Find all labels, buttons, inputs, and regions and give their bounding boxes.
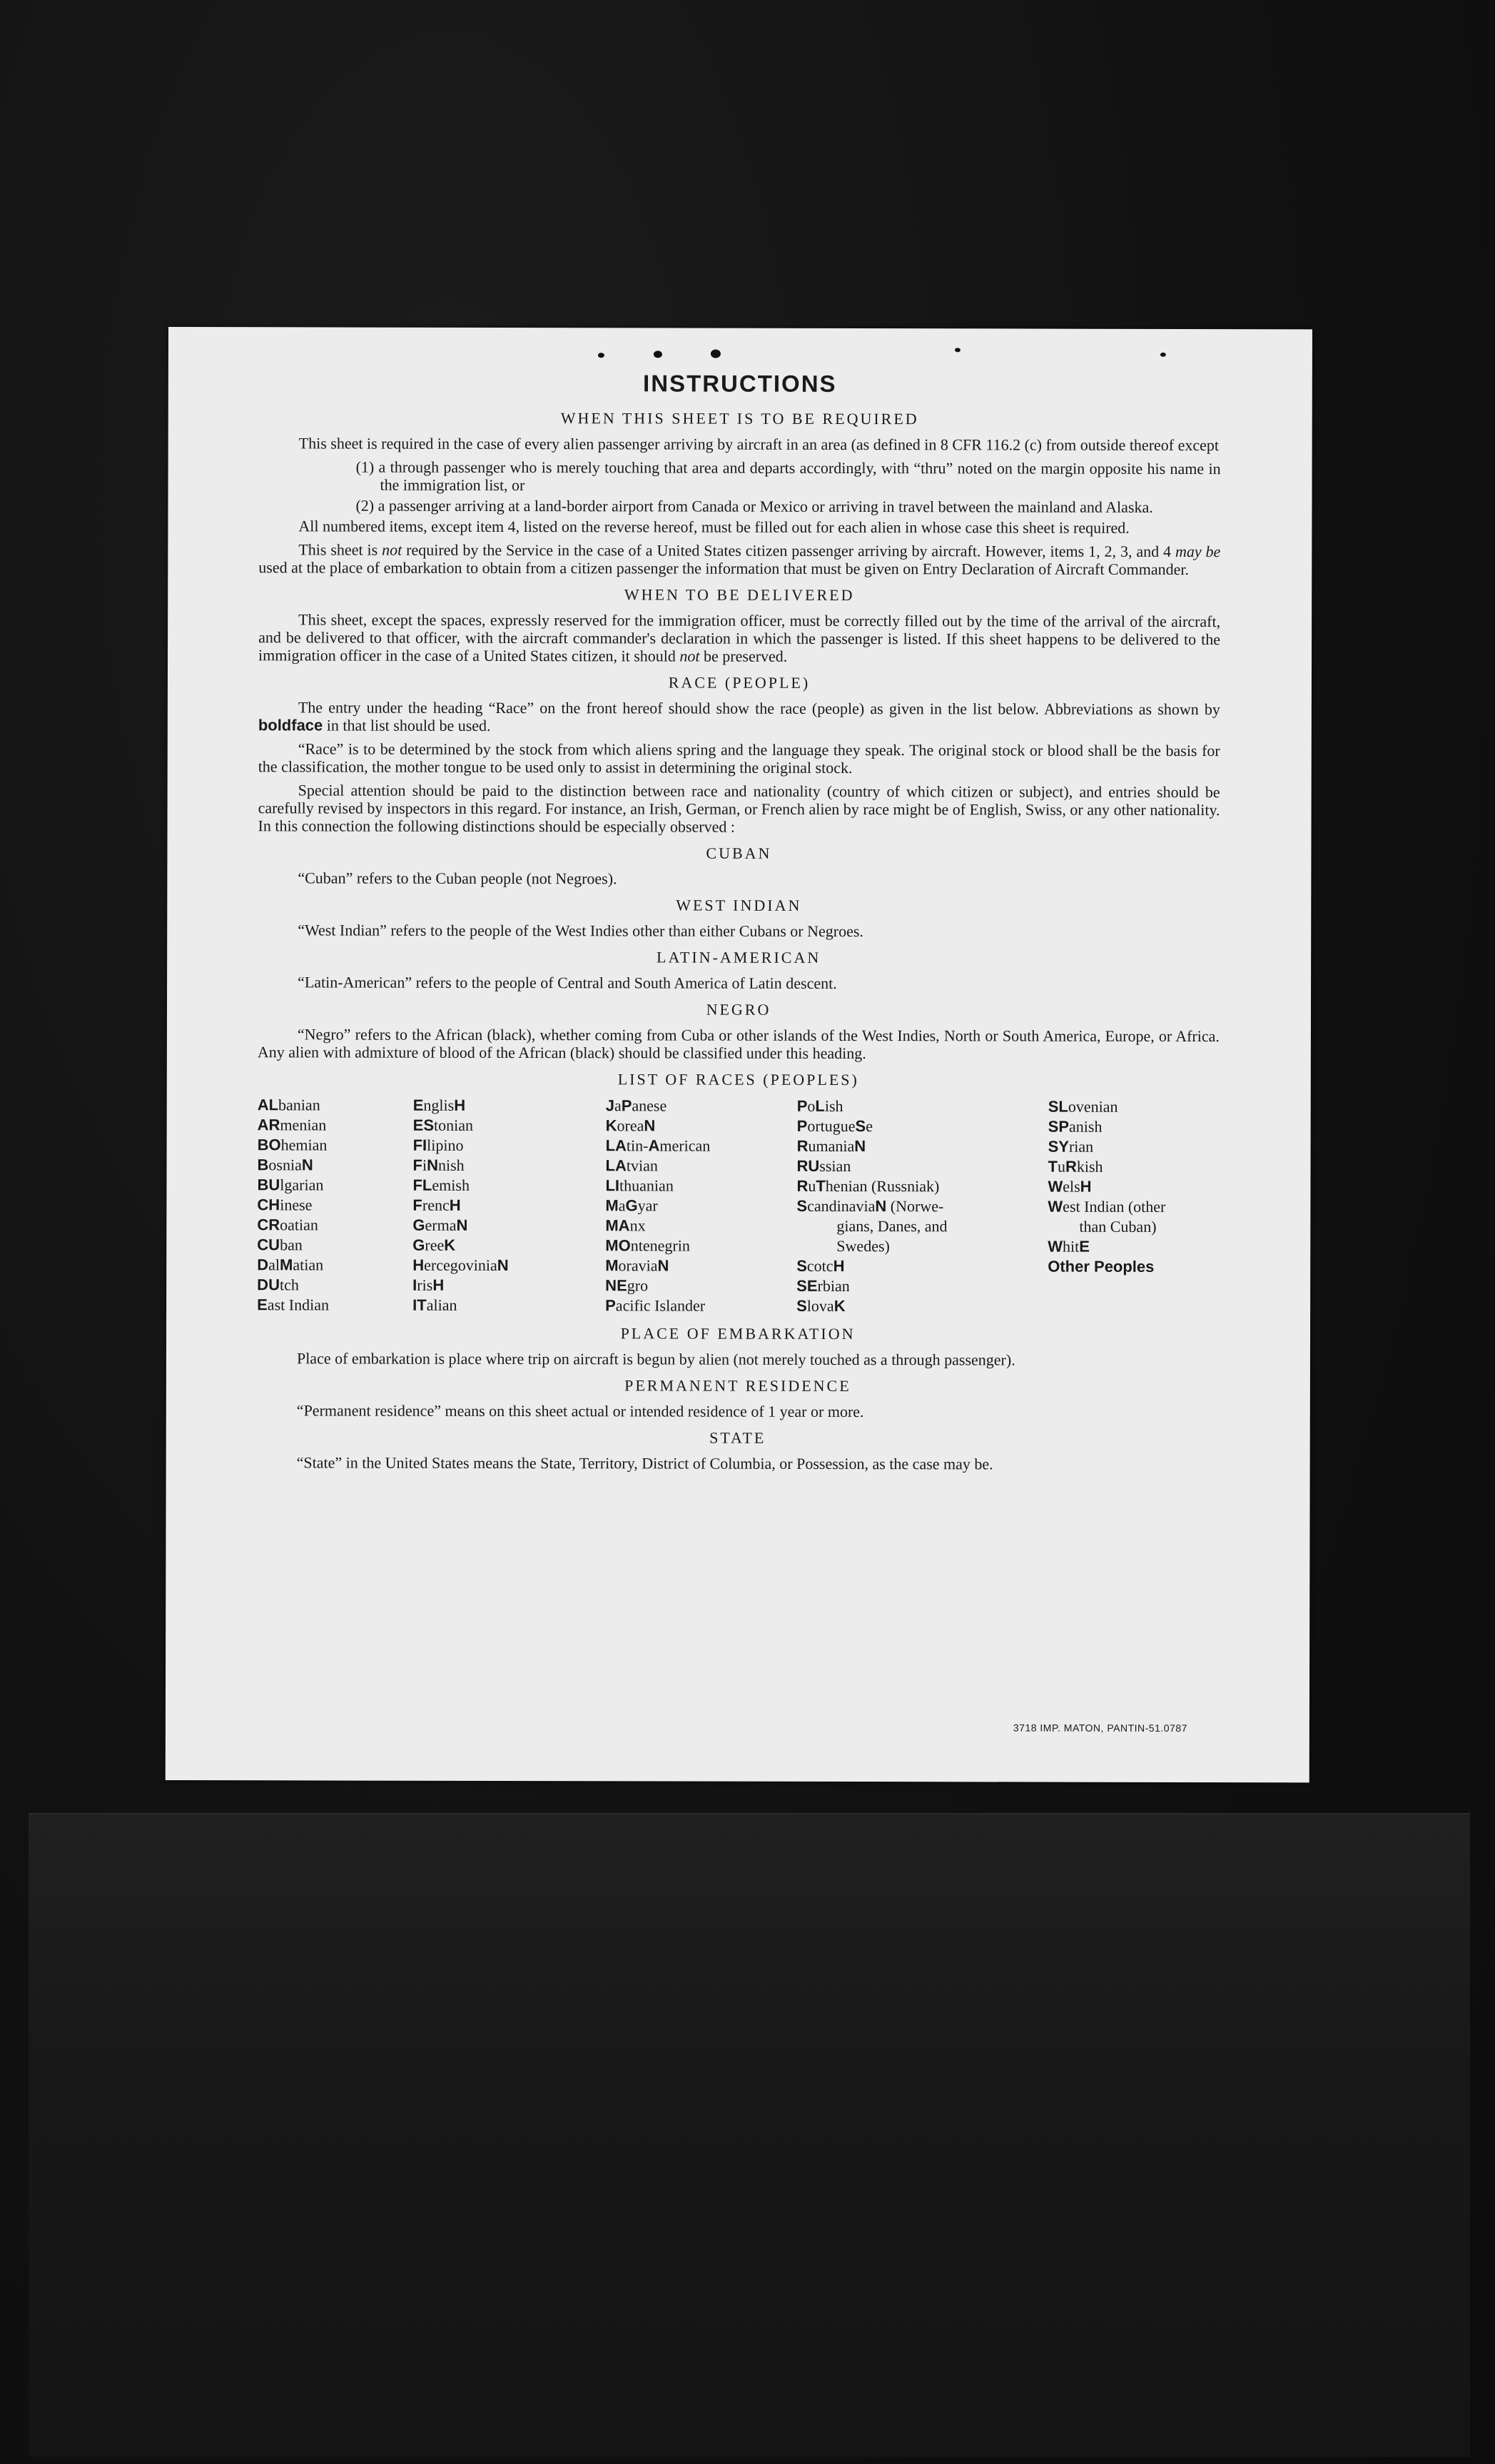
race-entry: MoraviaN [605, 1256, 669, 1275]
race-entry: PortugueSe [796, 1116, 873, 1136]
emphasis-not: not [382, 540, 402, 559]
heading-negro: NEGRO [706, 1000, 771, 1019]
paragraph-place-of-embarkation: Place of embarkation is place where trip on aircraft is begun by alien (not merely touched as a through passenger). [296, 1349, 1015, 1369]
heading-when-required: WHEN THIS SHEET IS TO BE REQUIRED [560, 409, 919, 428]
race-entry: LAtin-American [605, 1136, 711, 1155]
exception-item-2: (2) a passenger arriving at a land-border airport from Canada or Mexico or arriving in travel between the mainland and Alaska. [355, 496, 1153, 516]
scan-speck [598, 353, 604, 358]
heading-place-of-embarkation: PLACE OF EMBARKATION [620, 1324, 856, 1343]
race-column [605, 1096, 797, 1316]
race-entry: gians, Danes, and [836, 1216, 948, 1236]
race-entry: CUban [257, 1236, 303, 1254]
scan-speck [654, 350, 662, 358]
race-entry: RuThenian (Russniak) [796, 1176, 940, 1196]
heading-latin-american: LATIN-AMERICAN [657, 948, 821, 966]
text-run: be preserved. [699, 647, 788, 665]
race-column [796, 1096, 1048, 1317]
heading-west-indian: WEST INDIAN [676, 896, 802, 914]
emphasis-may-be: may be [1175, 542, 1221, 561]
race-entry: RUssian [796, 1156, 851, 1176]
printer-imprint: 3718 IMP. MATON, PANTIN-51.0787 [1013, 1722, 1187, 1734]
race-entry: than Cuban) [1079, 1217, 1157, 1236]
boldface-word: boldface [258, 716, 323, 734]
paragraph-west-indian: “West Indian” refers to the people of the West Indies other than either Cubans or Negroes. [298, 921, 863, 941]
race-entry: FIlipino [412, 1136, 464, 1154]
race-entry: East Indian [257, 1296, 330, 1314]
race-entry: ScotcH [796, 1256, 845, 1275]
paragraph-latin-american: “Latin-American” refers to the people of Central and South America of Latin descent. [298, 973, 837, 992]
race-entry: RumaniaN [796, 1136, 866, 1156]
text-run: used at the place of embarkation to obtain from a citizen passenger the information that must be given on Entry Declaration of Aircraft Commander. [258, 558, 1190, 578]
race-entry: EnglisH [412, 1096, 466, 1114]
paragraph-cuban: “Cuban” refers to the Cuban people (not Negroes). [298, 869, 617, 888]
race-entry: MAnx [605, 1216, 646, 1235]
race-entry: Swedes) [836, 1236, 890, 1256]
race-entry: LAtvian [605, 1156, 658, 1175]
race-entry: CRoatian [257, 1216, 318, 1234]
race-entry: SPanish [1048, 1117, 1103, 1136]
race-column [1048, 1097, 1220, 1318]
race-entry: GermaN [412, 1216, 468, 1234]
paragraph-numbered-items: All numbered items, except item 4, listed on the reverse hereof, must be filled out for each alien in whose case this sheet is required. [298, 517, 1130, 537]
race-entry: BosniaN [257, 1156, 313, 1174]
exception-item-1: (1) a through passenger who is merely touching that area and departs accordingly, with “thru” noted on the margin opposite his name in the immigration list, or [355, 458, 1221, 495]
instruction-sheet [166, 327, 1312, 1782]
text-run: required by the Service in the case of a United States citizen passenger arriving by aircraft. However, items 1, 2, 3, and 4 [402, 540, 1176, 560]
race-entry: FLemish [412, 1176, 470, 1194]
race-entry: DUtch [257, 1276, 299, 1294]
race-entry: SlovaK [796, 1296, 846, 1315]
race-entry: FrencH [412, 1196, 461, 1214]
paragraph-race-entry [258, 698, 1220, 736]
text-run: This sheet, except the spaces, expressly reserved for the immigration officer, must be correctly filled out by the time of the arrival of the aircraft, and be delivered to that officer, with the aircraft commander's declaration in which the passenger is listed. If this sheet happens to be delivered to the immigration officer in the case of a United States citizen, it should [258, 610, 1221, 665]
race-entry: Other Peoples [1048, 1257, 1155, 1276]
paragraph-delivery [258, 610, 1220, 666]
race-column [257, 1095, 413, 1315]
heading-cuban: CUBAN [706, 844, 772, 862]
page-title: INSTRUCTIONS [643, 370, 837, 397]
paragraph-race-nationality: Special attention should be paid to the distinction between race and nationality (country of which citizen or subject), and entries should be carefully revised by inspectors in this regard. For instance, an Irish, German, or French alien by race might be of English, Swiss, or any other nationality. In this connection the following distinctions should be especially observed : [258, 781, 1220, 836]
race-entry: JaPanese [605, 1096, 667, 1115]
text-run: The entry under the heading “Race” on the front hereof should show the race (people) as given in the list below. Abbreviations as shown by [298, 698, 1220, 719]
race-entry: MOntenegrin [605, 1236, 690, 1255]
text-run: in that list should be used. [323, 716, 491, 734]
race-entry: KoreaN [605, 1116, 656, 1135]
race-list [257, 1095, 1220, 1317]
race-entry: SLovenian [1048, 1097, 1118, 1116]
race-entry: PoLish [796, 1096, 843, 1115]
race-entry: ALbanian [257, 1096, 320, 1114]
race-entry: CHinese [257, 1196, 313, 1214]
race-entry: GreeK [412, 1236, 456, 1254]
paragraph-state: “State” in the United States means the State, Territory, District of Columbia, or Possession, as the case may be. [296, 1453, 993, 1473]
race-entry: SErbian [796, 1276, 850, 1296]
race-entry: SYrian [1048, 1137, 1094, 1156]
heading-list-of-races: LIST OF RACES (PEOPLES) [617, 1070, 859, 1089]
race-entry: West Indian (other [1048, 1197, 1166, 1216]
race-entry: WelsH [1048, 1177, 1092, 1196]
paragraph-race-definition: “Race” is to be determined by the stock from which aliens spring and the language they speak. The original stock or blood shall be the basis for the classification, the mother tongue to be used only to assist in determining the original stock. [258, 739, 1220, 777]
race-entry: BUlgarian [257, 1176, 324, 1194]
paragraph-required-intro: This sheet is required in the case of every alien passenger arriving by aircraft in an area (as defined in 8 CFR 116.2 (c) from outside thereof except [298, 434, 1220, 455]
text-run: This sheet is [298, 540, 382, 559]
heading-permanent-residence: PERMANENT RESIDENCE [624, 1376, 851, 1395]
scan-speck [1160, 353, 1166, 357]
scan-lower-band [29, 1813, 1470, 2457]
race-entry: MaGyar [605, 1196, 658, 1215]
race-entry: Pacific Islander [605, 1296, 706, 1315]
heading-when-delivered: WHEN TO BE DELIVERED [624, 585, 855, 605]
race-entry: EStonian [412, 1116, 474, 1134]
scan-speck [711, 350, 721, 358]
heading-state: STATE [709, 1428, 766, 1447]
paragraph-negro: “Negro” refers to the African (black), whether coming from Cuba or other islands of the West Indies, North or South America, Europe, or Africa. Any alien with admixture of blood of the African (black) should be classified under this heading. [257, 1025, 1220, 1063]
race-entry: FiNnish [412, 1156, 465, 1174]
race-entry: IrisH [412, 1276, 445, 1294]
sheet-content [257, 370, 1221, 1479]
race-entry: ARmenian [257, 1116, 327, 1134]
race-entry: ITalian [412, 1296, 457, 1314]
race-entry: ScandinaviaN (Norwe- [796, 1196, 944, 1216]
emphasis-not: not [679, 647, 700, 665]
race-column [412, 1096, 606, 1316]
race-entry: WhitE [1048, 1237, 1090, 1256]
paragraph-permanent-residence: “Permanent residence” means on this sheet actual or intended residence of 1 year or more. [296, 1401, 864, 1421]
race-entry: BOhemian [257, 1136, 328, 1154]
race-entry: LIthuanian [605, 1176, 674, 1195]
race-entry: NEgro [605, 1276, 649, 1295]
paragraph-citizen-passenger [258, 540, 1220, 578]
race-entry: HercegoviniaN [412, 1256, 509, 1275]
scan-speck [955, 348, 961, 352]
race-entry: TuRkish [1048, 1157, 1103, 1176]
race-entry: DalMatian [257, 1256, 324, 1274]
heading-race: RACE (PEOPLE) [668, 673, 811, 692]
